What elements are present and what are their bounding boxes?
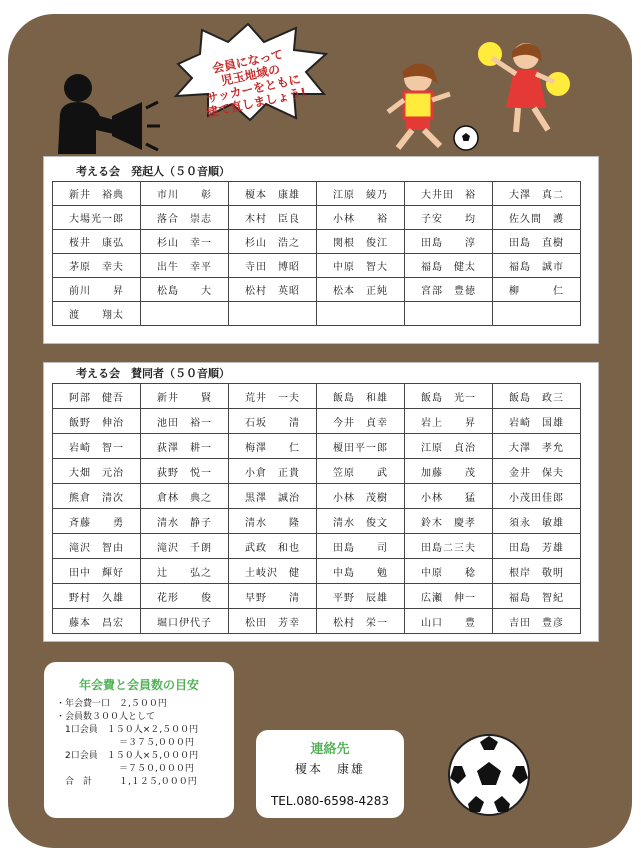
name-cell: 飯島 光一 [405, 384, 493, 409]
name-cell: 松島 大 [141, 278, 229, 302]
name-cell [229, 302, 317, 326]
name-cell: 荻澤 耕一 [141, 434, 229, 459]
name-cell: 広瀬 伸一 [405, 584, 493, 609]
name-cell: 田島 芳雄 [493, 534, 581, 559]
name-cell: 野村 久雄 [53, 584, 141, 609]
soccer-ball-icon [446, 732, 532, 818]
name-cell: 田中 輝好 [53, 559, 141, 584]
name-cell: 小茂田佳郎 [493, 484, 581, 509]
name-cell: 岩上 昇 [405, 409, 493, 434]
name-cell: 小林 猛 [405, 484, 493, 509]
name-cell: 前川 昇 [53, 278, 141, 302]
name-cell: 中原 稔 [405, 559, 493, 584]
name-cell: 榎本 康雄 [229, 182, 317, 206]
name-cell: 熊倉 清次 [53, 484, 141, 509]
name-cell: 飯島 和雄 [317, 384, 405, 409]
name-cell: 早野 清 [229, 584, 317, 609]
name-cell: 桜井 康弘 [53, 230, 141, 254]
name-cell: 柳 仁 [493, 278, 581, 302]
name-cell: 茅原 幸夫 [53, 254, 141, 278]
name-cell: 田島 司 [317, 534, 405, 559]
name-cell: 松本 正純 [317, 278, 405, 302]
name-cell: 滝沢 智由 [53, 534, 141, 559]
name-cell: 藤本 昌宏 [53, 609, 141, 634]
name-cell: 辻 弘之 [141, 559, 229, 584]
name-cell: 出牛 幸平 [141, 254, 229, 278]
contact-title: 連絡先 [310, 742, 350, 757]
name-cell [141, 302, 229, 326]
name-cell: 飯野 伸治 [53, 409, 141, 434]
name-cell: 落合 崇志 [141, 206, 229, 230]
name-cell: 佐久間 護 [493, 206, 581, 230]
name-cell: 木村 臣良 [229, 206, 317, 230]
name-cell: 江原 綾乃 [317, 182, 405, 206]
name-cell: 池田 裕一 [141, 409, 229, 434]
name-cell: 須永 敏雄 [493, 509, 581, 534]
megaphone-person-icon [52, 64, 162, 154]
name-cell: 加藤 茂 [405, 459, 493, 484]
name-cell: 福島 健太 [405, 254, 493, 278]
name-cell: 江原 貞治 [405, 434, 493, 459]
name-cell: 清水 俊文 [317, 509, 405, 534]
name-cell: 大澤 真二 [493, 182, 581, 206]
name-cell: 土岐沢 健 [229, 559, 317, 584]
name-cell: 清水 隆 [229, 509, 317, 534]
supporters-title: 考える会 賛同者（５０音順） [76, 367, 230, 380]
name-cell: 黒澤 誠治 [229, 484, 317, 509]
name-cell: 中島 勉 [317, 559, 405, 584]
name-cell: 岩崎 智一 [53, 434, 141, 459]
name-cell: 市川 彰 [141, 182, 229, 206]
name-cell: 宮部 豊徳 [405, 278, 493, 302]
name-cell: 清水 静子 [141, 509, 229, 534]
name-cell: 榎田平一郎 [317, 434, 405, 459]
cheerleader-icon [476, 36, 576, 140]
name-cell: 小倉 正貴 [229, 459, 317, 484]
fee-details: ・年会費一口 ２,５００円 ・会員数３００人として 1口会員 １５０人×２,５００円 ＝３７５,０００円 2口会員 １５０人×５,０００円 ＝７５０,０００円 合 計 １,１２５,０００円 [56, 699, 199, 787]
name-cell: 梅澤 仁 [229, 434, 317, 459]
name-cell: 松村 栄一 [317, 609, 405, 634]
name-cell: 岩崎 国雄 [493, 409, 581, 434]
name-cell: 松田 芳幸 [229, 609, 317, 634]
membership-fee-box [44, 662, 234, 818]
name-cell [405, 302, 493, 326]
name-cell: 荻野 悦一 [141, 459, 229, 484]
name-cell: 田島 直樹 [493, 230, 581, 254]
name-cell: 倉林 典之 [141, 484, 229, 509]
name-cell: 阿部 健吾 [53, 384, 141, 409]
name-cell: 中原 智大 [317, 254, 405, 278]
name-cell: 関根 俊江 [317, 230, 405, 254]
banner-slogan: 会員になって 児玉地域の サッカーをともに 建て直しましょう! [205, 47, 308, 120]
name-cell: 小林 茂樹 [317, 484, 405, 509]
name-cell: 平野 辰雄 [317, 584, 405, 609]
name-cell: 大畑 元治 [53, 459, 141, 484]
name-cell: 田島 淳 [405, 230, 493, 254]
name-cell: 新井 賢 [141, 384, 229, 409]
name-cell: 小林 裕 [317, 206, 405, 230]
name-cell: 花形 俊 [141, 584, 229, 609]
name-cell: 福島 智紀 [493, 584, 581, 609]
name-cell: 笠原 武 [317, 459, 405, 484]
founders-title: 考える会 発起人（５０音順） [76, 165, 230, 178]
name-cell: 飯島 政三 [493, 384, 581, 409]
name-cell: 大井田 裕 [405, 182, 493, 206]
name-cell: 荒井 一夫 [229, 384, 317, 409]
name-cell: 武政 和也 [229, 534, 317, 559]
name-cell: 山口 豊 [405, 609, 493, 634]
contact-name: 榎本 康雄 [294, 762, 365, 776]
name-cell: 堀口伊代子 [141, 609, 229, 634]
name-cell: 新井 裕典 [53, 182, 141, 206]
name-cell: 金井 保夫 [493, 459, 581, 484]
name-cell [493, 302, 581, 326]
supporters-panel [43, 362, 599, 642]
name-cell: 杉山 浩之 [229, 230, 317, 254]
name-cell: 松村 英昭 [229, 278, 317, 302]
name-cell: 杉山 幸一 [141, 230, 229, 254]
name-cell: 石坂 清 [229, 409, 317, 434]
name-cell: 田島二三夫 [405, 534, 493, 559]
name-cell: 子安 均 [405, 206, 493, 230]
name-cell: 滝沢 千朗 [141, 534, 229, 559]
fee-title: 年会費と会員数の目安 [78, 678, 199, 692]
name-cell: 吉田 豊彦 [493, 609, 581, 634]
name-cell: 根岸 敬明 [493, 559, 581, 584]
supporters-table [52, 383, 581, 634]
name-cell: 寺田 博昭 [229, 254, 317, 278]
name-cell [317, 302, 405, 326]
contact-phone[interactable]: TEL.080-6598-4283 [270, 794, 390, 808]
name-cell: 鈴木 慶孝 [405, 509, 493, 534]
founders-table [52, 181, 581, 326]
name-cell: 大澤 孝允 [493, 434, 581, 459]
name-cell: 福島 誠市 [493, 254, 581, 278]
name-cell: 大場光一郎 [53, 206, 141, 230]
contact-box [256, 730, 404, 818]
founders-panel [43, 156, 599, 344]
name-cell: 斉藤 勇 [53, 509, 141, 534]
name-cell: 今井 貞幸 [317, 409, 405, 434]
name-cell: 渡 翔太 [53, 302, 141, 326]
